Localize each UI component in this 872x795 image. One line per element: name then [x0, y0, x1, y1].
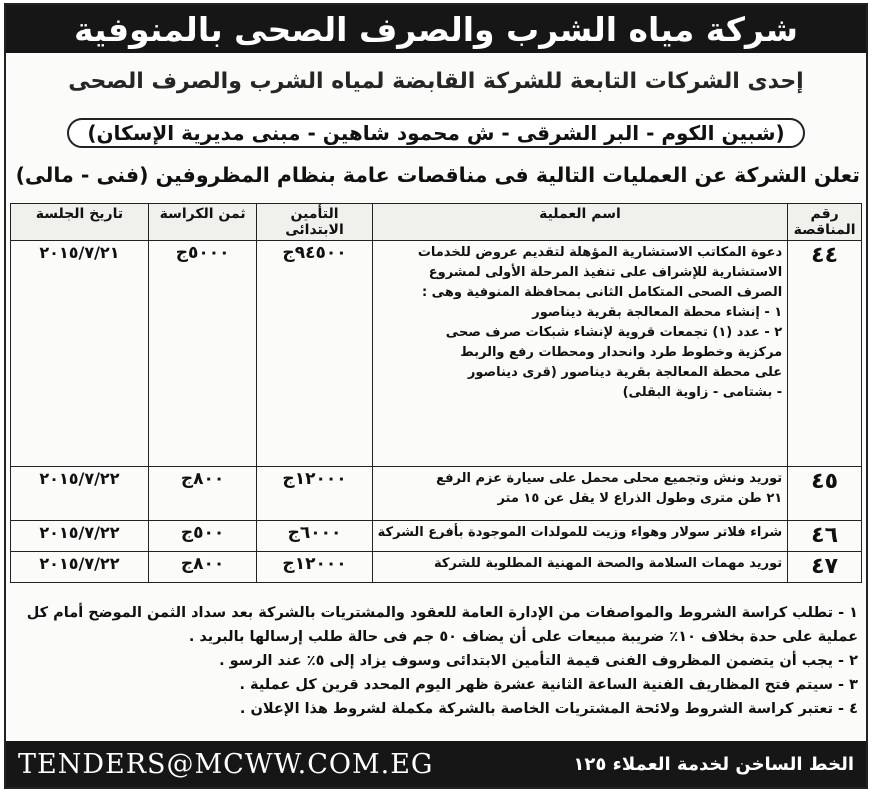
- description-line: مركزية وخطوط طرد وانحدار ومحطات رفع والربط: [460, 345, 783, 360]
- insurance-value: ٩٤٥٠٠ج: [257, 241, 372, 467]
- announcement-heading: تعلن الشركة عن العمليات التالية فى مناقصات عامة بنظام المظروفين (فنى - مالى): [15, 163, 860, 187]
- header-booklet-price: ثمن الكراسة: [148, 204, 257, 241]
- tender-number: ٤٥: [788, 467, 862, 521]
- company-title: شركة مياه الشرب والصرف الصحى بالمنوفية: [74, 9, 798, 49]
- description-line: ٢١ طن مترى وطول الذراع لا يقل عن ١٥ متر: [497, 491, 783, 506]
- header-tender-number: رقم المناقصة: [788, 204, 862, 241]
- insurance-value: ١٢٠٠٠ج: [257, 552, 372, 583]
- note-line: ١ - تطلب كراسة الشروط والمواصفات من الإدارة العامة للعقود والمشتريات بالشركة بعد سداد الثمن الموضح أمام كل: [26, 605, 858, 621]
- operation-name: [372, 552, 788, 583]
- note-line: ٣ - سيتم فتح المظاريف الفنية الساعة الثانية عشرة ظهر اليوم المحدد قرين كل عملية .: [239, 677, 858, 693]
- description-line: شراء فلاتر سولار وهواء وزيت للمولدات الموجودة بأفرع الشركة: [377, 525, 783, 540]
- session-date-value: ٢٠١٥/٧/٢٢: [11, 552, 149, 583]
- header-session-date: تاريخ الجلسة: [11, 204, 149, 241]
- operation-name: [372, 521, 788, 552]
- table-row: [11, 241, 862, 467]
- description-line: دعوة المكاتب الاستشارية المؤهلة لتقديم عروض للخدمات: [417, 245, 783, 260]
- note-line: ٢ - يجب أن يتضمن المظروف الفنى قيمة التأمين الابتدائى وسوف يزاد إلى ٥٪ عند الرسو .: [219, 653, 858, 669]
- title-bar: [6, 5, 866, 53]
- tender-number: ٤٤: [788, 241, 862, 467]
- insurance-value: ١٢٠٠٠ج: [257, 467, 372, 521]
- notes-section: [16, 601, 858, 721]
- tender-number: ٤٧: [788, 552, 862, 583]
- description-line: ١ - إنشاء محطة المعالجة بقرية ديناصور: [532, 305, 783, 320]
- footer-bar: [6, 741, 866, 787]
- tenders-email[interactable]: TENDERS@MCWW.COM.EG: [18, 748, 434, 780]
- header-insurance: التأمين الابتدائى: [257, 204, 372, 241]
- description-line: توريد مهمات السلامة والصحة المهنية المطلوبة للشركة: [433, 556, 783, 571]
- description-line: ٢ - عدد (١) تجمعات قروية لإنشاء شبكات صرف صحى: [445, 325, 783, 340]
- description-line: الاستشارية للإشراف على تنفيذ المرحلة الأولى لمشروع: [428, 265, 783, 280]
- tender-advertisement: [4, 3, 868, 789]
- booklet-price-value: ٥٠٠ج: [148, 521, 257, 552]
- company-address: [6, 118, 866, 148]
- session-date-value: ٢٠١٥/٧/٢٢: [11, 467, 149, 521]
- description-line: توريد ونش وتجميع محلى محمل على سيارة عزم الرفع: [436, 471, 783, 486]
- booklet-price-value: ٥٠٠٠ج: [148, 241, 257, 467]
- address-text: (شبين الكوم - البر الشرقى - ش محمود شاهين - مبنى مديرية الإسكان): [67, 118, 804, 148]
- note-line: ٤ - تعتبر كراسة الشروط ولائحة المشتريات الخاصة بالشركة مكملة لشروط هذا الإعلان .: [239, 701, 858, 717]
- description-line: الصرف الصحى المتكامل الثانى بمحافظة المنوفية وهى :: [421, 285, 783, 300]
- table-row: [11, 467, 862, 521]
- description-line: على محطة المعالجة بقرية ديناصور (قرى ديناصور: [467, 365, 783, 380]
- tenders-table: [10, 203, 862, 583]
- operation-name: [372, 241, 788, 467]
- session-date-value: ٢٠١٥/٧/٢٢: [11, 521, 149, 552]
- table-row: [11, 552, 862, 583]
- tender-number: ٤٦: [788, 521, 862, 552]
- company-subtitle: إحدى الشركات التابعة للشركة القابضة لمياه الشرب والصرف الصحى: [68, 69, 804, 94]
- customer-hotline: الخط الساخن لخدمة العملاء ١٢٥: [573, 753, 854, 775]
- table-row: [11, 521, 862, 552]
- note-line: عملية على حدة بخلاف ١٠٪ ضريبة مبيعات على أن يضاف ٥٠ جم فى حالة طلب إرسالها بالبريد .: [188, 629, 858, 645]
- description-line: - بشتامى - زاوية البقلى): [622, 385, 783, 400]
- operation-name: [372, 467, 788, 521]
- booklet-price-value: ٨٠٠ج: [148, 552, 257, 583]
- booklet-price-value: ٨٠٠ج: [148, 467, 257, 521]
- table-header-row: [11, 204, 862, 241]
- insurance-value: ٦٠٠٠ج: [257, 521, 372, 552]
- session-date-value: ٢٠١٥/٧/٢١: [11, 241, 149, 467]
- header-operation-name: اسم العملية: [372, 204, 788, 241]
